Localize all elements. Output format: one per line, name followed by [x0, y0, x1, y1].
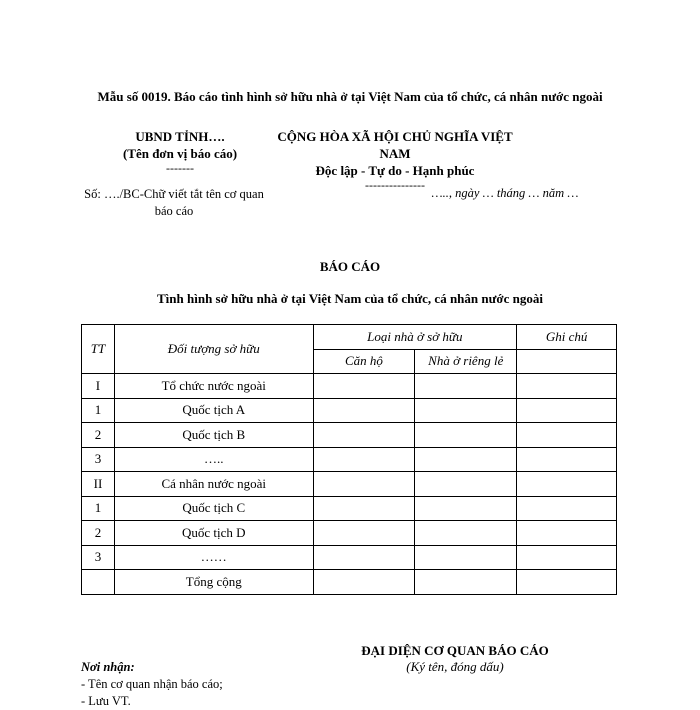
form-title: Mẫu số 0019. Báo cáo tình hình sở hữu nhà ở tại Việt Nam của tổ chức, cá nhân nước ngoài [97, 89, 603, 104]
cell-private-house [415, 398, 517, 423]
cell-apartment [313, 447, 415, 472]
row-number: I [82, 374, 115, 399]
cell-apartment [313, 545, 415, 570]
row-subject: Quốc tịch D [114, 521, 313, 546]
cell-note [517, 570, 617, 595]
cell-private-house [415, 521, 517, 546]
row-number [82, 570, 115, 595]
header-tt: TT [82, 325, 115, 374]
cell-apartment [313, 423, 415, 448]
cell-private-house [415, 423, 517, 448]
document-number: Số: …./BC-Chữ viết tắt tên cơ quan báo cáo [84, 187, 264, 218]
row-subject: Cá nhân nước ngoài [114, 472, 313, 497]
agency-name: UBND TỈNH…. [135, 129, 225, 144]
cell-apartment [313, 398, 415, 423]
report-subtitle: Tình hình sở hữu nhà ở tại Việt Nam của tổ chức, cá nhân nước ngoài [157, 291, 543, 306]
header-note-blank [517, 349, 617, 374]
row-number: 1 [82, 398, 115, 423]
table-row [82, 398, 617, 423]
cell-note [517, 374, 617, 399]
table-row [82, 521, 617, 546]
cell-note [517, 423, 617, 448]
recipients-block [81, 659, 223, 710]
issuing-agency-header [80, 128, 280, 174]
cell-note [517, 545, 617, 570]
cell-apartment [313, 496, 415, 521]
row-subject: Quốc tịch A [114, 398, 313, 423]
row-subject: Tổ chức nước ngoài [114, 374, 313, 399]
cell-private-house [415, 570, 517, 595]
header-note: Ghi chú [517, 325, 617, 350]
table-row [82, 447, 617, 472]
national-header [270, 128, 520, 191]
recipient-item: - Tên cơ quan nhận báo cáo; [81, 677, 223, 691]
cell-note [517, 398, 617, 423]
table-row [82, 472, 617, 497]
reporting-unit-name: (Tên đơn vị báo cáo) [122, 146, 238, 161]
header-private-house: Nhà ở riêng lẻ [415, 349, 517, 374]
cell-note [517, 472, 617, 497]
cell-note [517, 496, 617, 521]
row-number: 3 [82, 447, 115, 472]
row-subject: Quốc tịch B [114, 423, 313, 448]
cell-apartment [313, 521, 415, 546]
row-subject: Tổng cộng [114, 570, 313, 595]
row-number: 1 [82, 496, 115, 521]
national-motto: Độc lập - Tự do - Hạnh phúc [315, 163, 475, 178]
row-subject: Quốc tịch C [114, 496, 313, 521]
cell-private-house [415, 472, 517, 497]
date-line: ….., ngày … tháng … năm … [431, 186, 579, 200]
cell-private-house [415, 496, 517, 521]
table-row [82, 423, 617, 448]
cell-private-house [415, 374, 517, 399]
row-number: 2 [82, 423, 115, 448]
row-subject: ….. [114, 447, 313, 472]
cell-private-house [415, 545, 517, 570]
row-number: 3 [82, 545, 115, 570]
recipients-label: Nơi nhận: [81, 660, 135, 674]
signature-title: ĐẠI DIỆN CƠ QUAN BÁO CÁO [361, 643, 549, 658]
signature-block [345, 643, 565, 675]
header-apartment: Căn hộ [313, 349, 415, 374]
row-number: 2 [82, 521, 115, 546]
table-row-total [82, 570, 617, 595]
cell-note [517, 521, 617, 546]
ownership-report-table [81, 324, 617, 595]
cell-apartment [313, 472, 415, 497]
header-housing-type: Loại nhà ở sở hữu [313, 325, 517, 350]
header-subject: Đối tượng sở hữu [114, 325, 313, 374]
cell-apartment [313, 374, 415, 399]
table-row [82, 374, 617, 399]
row-number: II [82, 472, 115, 497]
table-row [82, 545, 617, 570]
signature-note: (Ký tên, đóng dấu) [406, 659, 504, 674]
nation-name: CỘNG HÒA XÃ HỘI CHỦ NGHĨA VIỆT NAM [277, 129, 513, 161]
recipient-item: - Lưu VT. [81, 694, 131, 708]
cell-private-house [415, 447, 517, 472]
motto-divider: --------------- [365, 178, 425, 192]
agency-divider: ------- [166, 161, 194, 175]
cell-note [517, 447, 617, 472]
row-subject: …… [114, 545, 313, 570]
report-title: BÁO CÁO [319, 259, 381, 274]
table-row [82, 496, 617, 521]
cell-apartment [313, 570, 415, 595]
